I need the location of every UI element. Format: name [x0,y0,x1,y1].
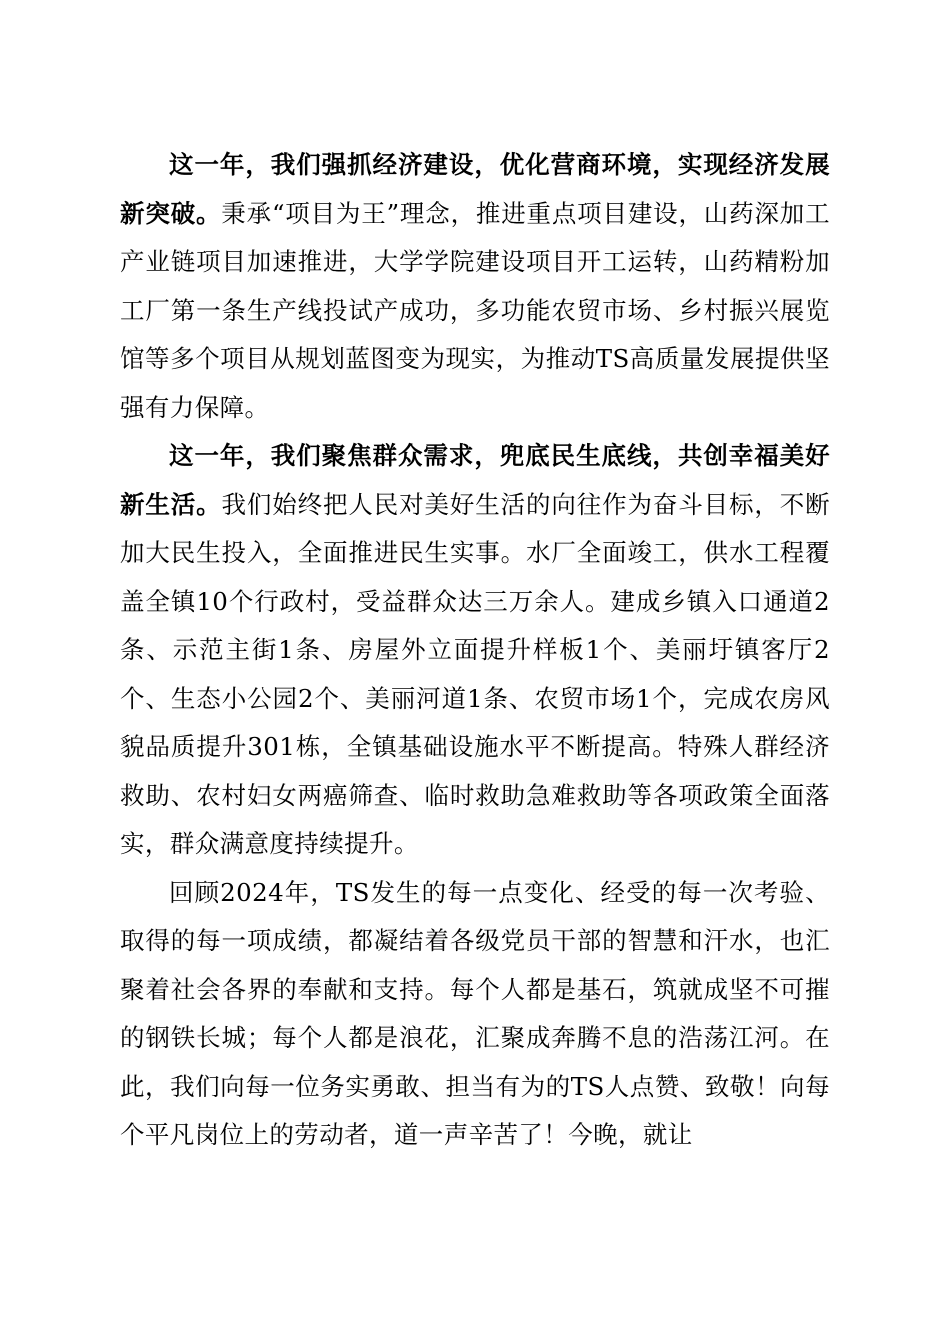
paragraph-livelihood [120,432,830,869]
paragraph-review [120,869,830,1160]
paragraph-economy-text: 秉承“项目为王”理念，推进重点项目建设，山药深加工产业链项目加速推进，大学学院建设项目开工运转，山药精粉加工厂第一条生产线投试产成功，多功能农贸市场、乡村振兴展览馆等多个项目从规划蓝图变为现实，为推动TS高质量发展提供坚强有力保障。 [120,198,830,422]
paragraph-review-text: 回顾2024年，TS发生的每一点变化、经受的每一次考验、取得的每一项成绩，都凝结着各级党员干部的智慧和汗水，也汇聚着社会各界的奉献和支持。每个人都是基石，筑就成坚不可摧的钢铁长城；每个人都是浪花，汇聚成奔腾不息的浩荡江河。在此，我们向每一位务实勇敢、担当有为的TS人点赞、致敬！向每个平凡岗位上的劳动者，道一声辛苦了！今晚，就让 [120,877,830,1149]
paragraph-livelihood-text: 我们始终把人民对美好生活的向往作为奋斗目标，不断加大民生投入，全面推进民生实事。水厂全面竣工，供水工程覆盖全镇10个行政村，受益群众达三万余人。建成乡镇入口通道2条、示范主街1条、房屋外立面提升样板1个、美丽圩镇客厅2个、生态小公园2个、美丽河道1条、农贸市场1个，完成农房风貌品质提升301栋，全镇基础设施水平不断提高。特殊人群经济救助、农村妇女两癌筛查、临时救助急难救助等各项政策全面落实，群众满意度持续提升。 [120,489,830,858]
paragraph-economy-heading: 这一年，我们强抓经济建设，优化营商环境，实现经济发展新突破。 [120,150,830,228]
paragraph-livelihood-heading: 这一年，我们聚焦群众需求，兜底民生底线，共创幸福美好新生活。 [120,441,830,519]
paragraph-economy [120,141,830,432]
document-body [120,141,830,1160]
